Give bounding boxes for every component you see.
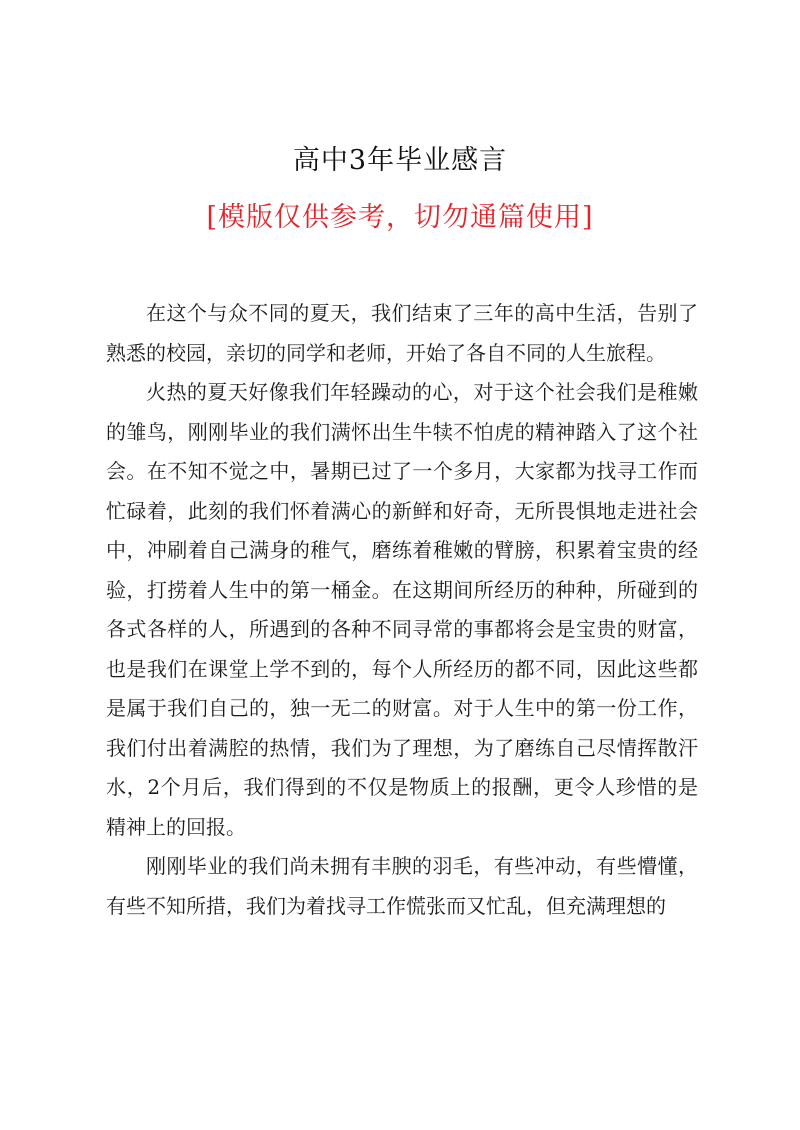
document-title: 高中3年毕业感言 <box>292 145 508 176</box>
document-body <box>106 294 698 926</box>
body-paragraph: 在这个与众不同的夏天，我们结束了三年的高中生活，告别了熟悉的校园，亲切的同学和老师，开始了各自不同的人生旅程。 <box>106 301 698 365</box>
template-disclaimer: [模版仅供参考，切勿通篇使用] <box>206 202 594 233</box>
body-paragraph: 火热的夏天好像我们年轻躁动的心，对于这个社会我们是稚嫩的雏鸟，刚刚毕业的我们满怀出生牛犊不怕虎的精神踏入了这个社会。在不知不觉之中，暑期已过了一个多月，大家都为找寻工作而忙碌着，此刻的我们怀着满心的新鲜和好奇，无所畏惧地走进社会中，冲刷着自己满身的稚气，磨练着稚嫩的臂膀，积累着宝贵的经验，打捞着人生中的第一桶金。在这期间所经历的种种，所碰到的各式各样的人，所遇到的各种不同寻常的事都将会是宝贵的财富，也是我们在课堂上学不到的，每个人所经历的都不同，因此这些都是属于我们自己的，独一无二的财富。对于人生中的第一份工作，我们付出着满腔的热情，我们为了理想，为了磨练自己尽情挥散汗水，2个月后，我们得到的不仅是物质上的报酬，更令人珍惜的是精神上的回报。 <box>106 380 698 839</box>
body-paragraph: 刚刚毕业的我们尚未拥有丰腴的羽毛，有些冲动，有些懵懂，有些不知所措，我们为着找寻工作慌张而又忙乱，但充满理想的 <box>106 854 698 918</box>
